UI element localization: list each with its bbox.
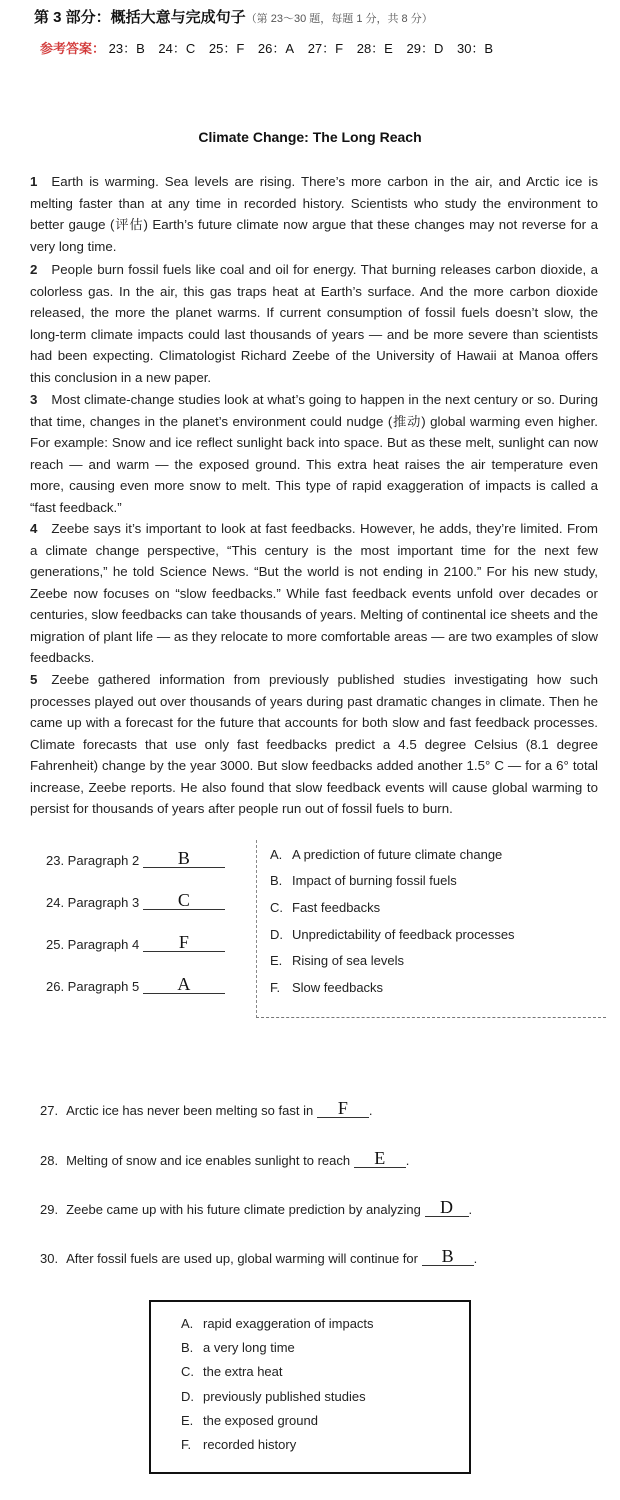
- option-letter: B.: [181, 1340, 194, 1355]
- paragraph-number: 5: [30, 672, 38, 687]
- option-text: rapid exaggeration of impacts: [203, 1316, 374, 1331]
- option-letter: F.: [270, 980, 281, 995]
- sentence-question-29: [40, 1198, 472, 1217]
- question-number: 30.: [40, 1251, 59, 1266]
- matching-option-d: [270, 927, 515, 942]
- answer-blank[interactable]: B: [143, 849, 225, 868]
- answer-key-item: 30：B: [456, 41, 494, 56]
- option-letter: B.: [270, 873, 283, 888]
- article-paragraph-4: [30, 518, 598, 669]
- sentence-option-f: [181, 1437, 296, 1452]
- answer-key: [40, 38, 503, 57]
- paragraph-number: 3: [30, 392, 38, 407]
- sentence-option-e: [181, 1413, 318, 1428]
- matching-question-25: [46, 933, 225, 952]
- paragraph-text: Zeebe gathered information from previously published studies investigating how such processes played out over thousands of years during past dramatic changes in climate. Then he came up with a forecast for the future that accounts for both slow and fast feedback processes. Climate forecasts that use only fast feedbacks predict a 4.5 degree Celsius (8.1 degree Fahrenheit) change by the year 3000. But slow feedbacks added another 1.5° C — for a 6° total increase, Zeebe reports. He also found that slow feedback events will cause global warming to persist for thousands of years after people run out of fossil fuels to burn.: [30, 672, 598, 816]
- matching-option-a: [270, 847, 502, 862]
- sentence-option-b: [181, 1340, 295, 1355]
- answer-key-item: 25：F: [208, 41, 245, 56]
- matching-option-b: [270, 873, 457, 888]
- paragraph-text: People burn fossil fuels like coal and oil for energy. That burning releases carbon dioxide, a colorless gas. In the air, this gas traps heat at Earth’s surface. And the more carbon dioxide released, the more the planet warms. If current consumption of fossil fuels doesn’t slow, the long-term climate impacts could last thousands of years — and be more severe than scientists had been expecting. Climatologist Richard Zeebe of the University of Hawaii at Manoa offers this conclusion in a new paper.: [30, 262, 598, 385]
- answer-blank[interactable]: B: [422, 1247, 474, 1266]
- option-text: previously published studies: [203, 1389, 366, 1404]
- sentence-question-30: [40, 1247, 477, 1266]
- paragraph-number: 4: [30, 521, 38, 536]
- answer-blank[interactable]: F: [317, 1099, 369, 1118]
- article-paragraph-5: [30, 669, 598, 820]
- answer-key-item: 29：D: [406, 41, 444, 56]
- question-text: Arctic ice has never been melting so fast in: [66, 1103, 314, 1118]
- sentence-option-c: [181, 1364, 283, 1379]
- paragraph-text: Earth is warming. Sea levels are rising. There’s more carbon in the air, and Arctic ice is melting faster than at any time in recorded history. Scientists who study the environment to better gauge (评估) Earth’s future climate now argue that these changes may not reverse for a very long time.: [30, 174, 598, 254]
- option-letter: C.: [270, 900, 283, 915]
- matching-options: [256, 840, 606, 1018]
- sentence-option-d: [181, 1389, 366, 1404]
- options-underline: [256, 1017, 606, 1018]
- option-letter: C.: [181, 1364, 194, 1379]
- matching-question-24: [46, 891, 225, 910]
- options-divider: [256, 840, 257, 1018]
- option-text: a very long time: [203, 1340, 295, 1355]
- paragraph-number: 2: [30, 262, 38, 277]
- sentence-option-a: [181, 1316, 374, 1331]
- option-text: Slow feedbacks: [292, 980, 384, 995]
- article-title: Climate Change: The Long Reach: [198, 129, 422, 145]
- answer-key-item: 26：A: [257, 41, 295, 56]
- answer-key-item: 24：C: [158, 41, 196, 56]
- section-subtitle: （第 23～30 题，每题 1 分，共 8 分）: [245, 13, 433, 25]
- matching-option-e: [270, 953, 404, 968]
- matching-option-f: [270, 980, 383, 995]
- question-text: Zeebe came up with his future climate prediction by analyzing: [66, 1202, 421, 1217]
- answer-key-item: 28：E: [356, 41, 393, 56]
- option-text: Fast feedbacks: [292, 900, 381, 915]
- paragraph-text: Most climate-change studies look at what’s going to happen in the next century or so. During that time, changes in the planet’s environment could nudge (推动) global warming even higher. For example: Snow and ice reflect sunlight back into space. But as these melt, sunlight can now reach — and warm — the exposed ground. This extra heat raises the air temperature even more, causing even more snow to melt. This type of rapid exaggeration of impacts is called a “fast feedback.”: [30, 392, 598, 515]
- article-paragraph-2: [30, 259, 598, 388]
- option-text: A prediction of future climate change: [292, 847, 503, 862]
- option-letter: A.: [270, 847, 283, 862]
- option-letter: F.: [181, 1437, 192, 1452]
- sentence-question-28: [40, 1149, 409, 1168]
- sentence-question-27: [40, 1099, 372, 1118]
- option-letter: A.: [181, 1316, 194, 1331]
- matching-label: 25. Paragraph 4: [46, 937, 140, 952]
- matching-label: 24. Paragraph 3: [46, 895, 140, 910]
- sentence-end: .: [405, 1153, 410, 1168]
- section-title: 第 3 部分：概括大意与完成句子: [34, 9, 246, 26]
- answer-blank[interactable]: E: [354, 1149, 406, 1168]
- matching-label: 26. Paragraph 5: [46, 979, 140, 994]
- answer-key-item: 27：F: [307, 41, 344, 56]
- answer-blank[interactable]: C: [143, 891, 225, 910]
- answer-key-item: 23：B: [108, 41, 145, 56]
- option-text: the extra heat: [203, 1364, 283, 1379]
- option-text: Rising of sea levels: [292, 953, 404, 968]
- question-text: Melting of snow and ice enables sunlight to reach: [66, 1153, 351, 1168]
- article-paragraph-3: [30, 389, 598, 518]
- sentence-end: .: [473, 1251, 478, 1266]
- question-text: After fossil fuels are used up, global warming will continue for: [66, 1251, 418, 1266]
- paragraph-text: Zeebe says it’s important to look at fast feedbacks. However, he adds, they’re limited. From a climate change perspective, “This century is the most important time for the next few generations,” he told Science News. “But the world is not ending in 2100.” For his new study, Zeebe now focuses on “slow feedbacks.” While fast feedback events unfold over decades or centuries, slow feedbacks can take thousands of years. Melting of continental ice sheets and the migration of plant life — as they relocate to more comfortable areas — are two examples of slow feedbacks.: [30, 521, 598, 665]
- option-letter: E.: [181, 1413, 194, 1428]
- article-paragraph-1: [30, 171, 598, 257]
- option-text: the exposed ground: [203, 1413, 318, 1428]
- sentence-end: .: [368, 1103, 373, 1118]
- sentence-options-box: [149, 1300, 471, 1474]
- option-text: Unpredictability of feedback processes: [292, 927, 515, 942]
- matching-question-26: [46, 975, 225, 994]
- matching-option-c: [270, 900, 380, 915]
- answer-blank[interactable]: A: [143, 975, 225, 994]
- paragraph-number: 1: [30, 174, 38, 189]
- option-letter: E.: [270, 953, 283, 968]
- answer-blank[interactable]: D: [425, 1198, 469, 1217]
- answer-blank[interactable]: F: [143, 933, 225, 952]
- question-number: 27.: [40, 1103, 59, 1118]
- question-number: 28.: [40, 1153, 59, 1168]
- option-letter: D.: [181, 1389, 194, 1404]
- matching-question-23: [46, 849, 225, 868]
- section-heading: [34, 6, 433, 27]
- option-letter: D.: [270, 927, 283, 942]
- matching-label: 23. Paragraph 2: [46, 853, 140, 868]
- option-text: Impact of burning fossil fuels: [292, 873, 457, 888]
- option-text: recorded history: [203, 1437, 297, 1452]
- question-number: 29.: [40, 1202, 59, 1217]
- sentence-end: .: [468, 1202, 473, 1217]
- answer-key-label: 参考答案：: [40, 41, 106, 56]
